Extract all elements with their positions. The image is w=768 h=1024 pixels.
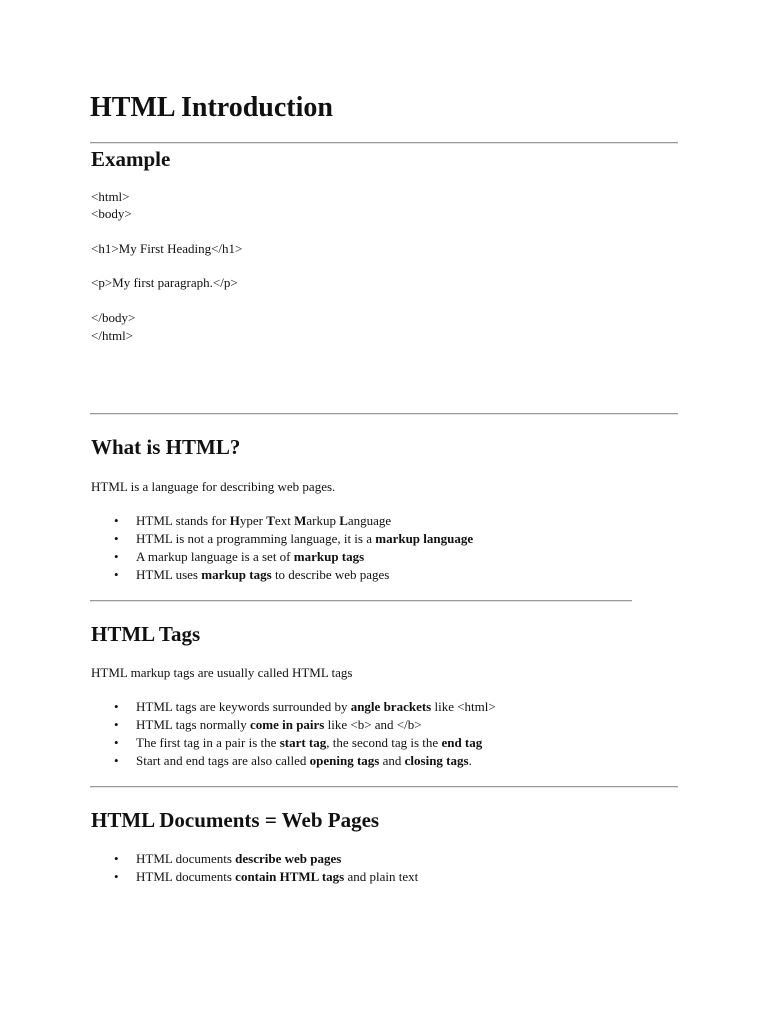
bold-term: M (294, 513, 307, 528)
section-intro: HTML markup tags are usually called HTML tags (91, 665, 353, 680)
list-item: • HTML documents describe web pages (91, 850, 418, 868)
list-item: • HTML stands for Hyper Text Markup Language (91, 512, 473, 530)
divider-example (90, 413, 678, 415)
section-intro: HTML is a language for describing web pages. (91, 479, 336, 494)
code-line: <p>My first paragraph.</p> (91, 275, 238, 290)
list-item: • The first tag in a pair is the start tag, the second tag is the end tag (91, 734, 496, 752)
bold-term: opening tags (309, 753, 380, 768)
bullet-list-html-tags (91, 698, 496, 770)
bold-term: come in pairs (249, 717, 325, 732)
bullet-list-html-documents (91, 850, 418, 886)
list-item: • HTML is not a programming language, it is a markup language (91, 530, 473, 548)
list-item: • HTML uses markup tags to describe web pages (91, 566, 473, 584)
section-heading-what-is-html: What is HTML? (91, 435, 241, 459)
list-item: • HTML documents contain HTML tags and plain text (91, 868, 418, 886)
list-item: • A markup language is a set of markup tags (91, 548, 473, 566)
section-heading-html-tags: HTML Tags (91, 622, 201, 646)
section-heading-example: Example (91, 147, 171, 171)
bullet-list-what-is-html (91, 512, 473, 584)
section-heading-html-documents: HTML Documents = Web Pages (91, 808, 380, 832)
code-line: <body> (91, 206, 132, 221)
code-line: <h1>My First Heading</h1> (91, 241, 243, 256)
bold-term: L (339, 513, 348, 528)
code-line: <html> (91, 189, 130, 204)
bold-term: markup tags (201, 567, 272, 582)
list-item: • HTML tags normally come in pairs like <b> and </b> (91, 716, 496, 734)
divider-what-is-html (90, 600, 632, 602)
bold-term: contain HTML tags (235, 869, 345, 884)
divider-title (90, 142, 678, 144)
bold-term: closing tags (404, 753, 469, 768)
bold-term: markup language (375, 531, 474, 546)
bold-term: T (266, 513, 275, 528)
bold-term: markup tags (293, 549, 365, 564)
code-line: </html> (91, 328, 134, 343)
divider-html-tags (90, 786, 678, 788)
bold-term: start tag (279, 735, 327, 750)
list-item: • Start and end tags are also called opening tags and closing tags. (91, 752, 496, 770)
bold-term: describe web pages (235, 851, 342, 866)
code-line: </body> (91, 310, 136, 325)
list-item: • HTML tags are keywords surrounded by angle brackets like <html> (91, 698, 496, 716)
bold-term: H (229, 513, 240, 528)
bold-term: end tag (441, 735, 483, 750)
page-title: HTML Introduction (90, 92, 333, 123)
bold-term: angle brackets (350, 699, 432, 714)
